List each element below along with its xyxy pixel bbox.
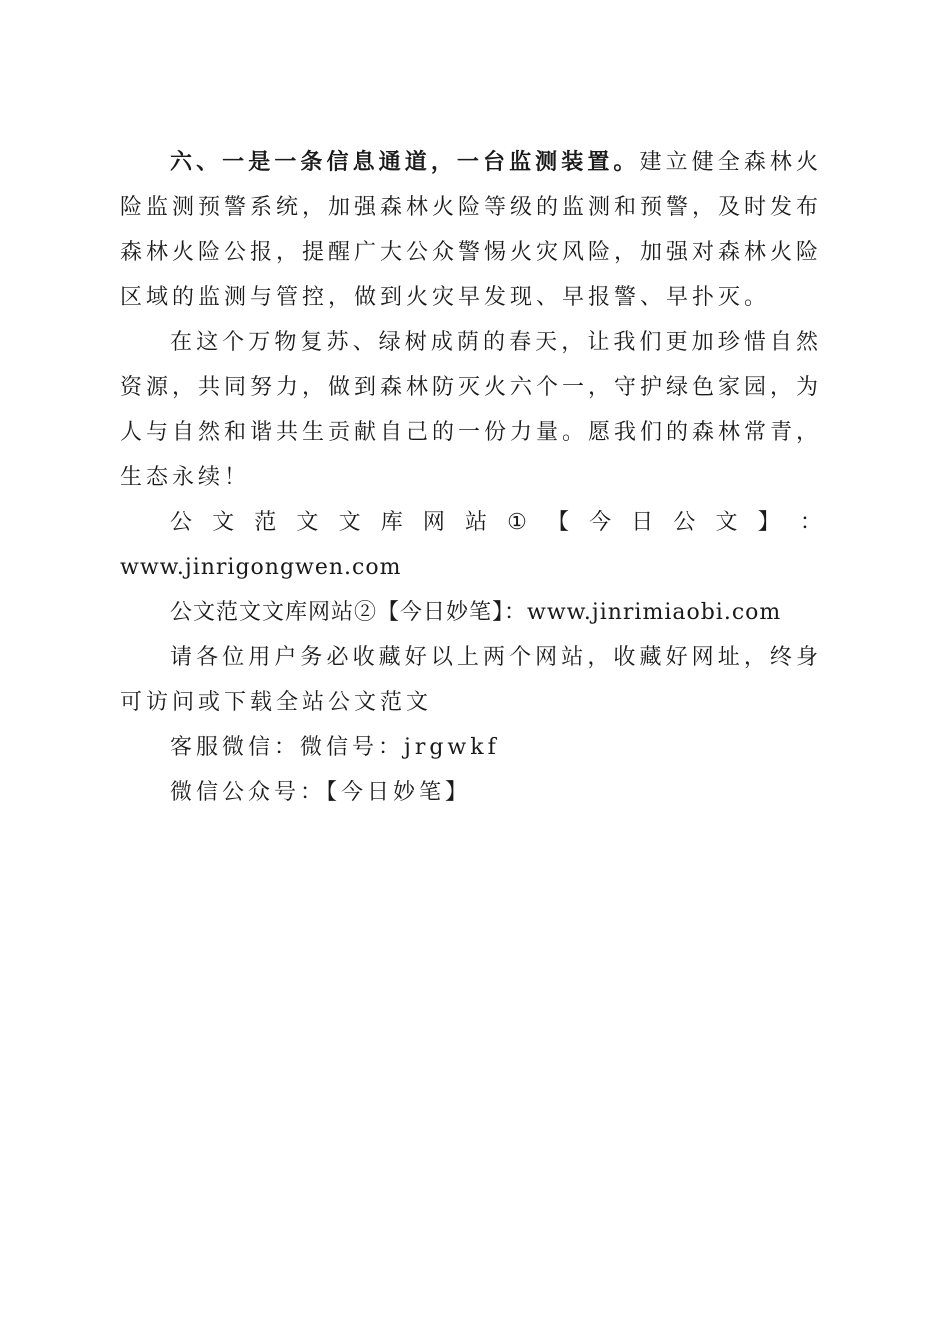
site1-label-line bbox=[120, 500, 822, 545]
site2-line[interactable]: 公文范文文库网站②【今日妙笔】：www.jinrimiaobi.com bbox=[170, 600, 782, 625]
site1-char: 日 bbox=[631, 510, 654, 535]
site1-char: 】 bbox=[757, 510, 780, 535]
site1-char: 文 bbox=[338, 510, 361, 535]
site1-char: 公 bbox=[673, 510, 696, 535]
site1-char: 文 bbox=[212, 510, 235, 535]
site1-char: 文 bbox=[296, 510, 319, 535]
site1-char: ： bbox=[799, 510, 822, 535]
document-body bbox=[120, 140, 822, 815]
site1-char: 今 bbox=[589, 510, 612, 535]
section-six-body: 建立健全森林火险监测预警系统，加强森林火险等级的监测和预警，及时发布森林火险公报，提醒广大公众警惕火灾风险，加强对森林火险区域的监测与管控，做到火灾早发现、早报警、早扑灭。 bbox=[120, 150, 823, 310]
official-account-line: 微信公众号：【今日妙笔】 bbox=[170, 780, 472, 805]
section-six-paragraph bbox=[120, 140, 822, 320]
site1-char: 站 bbox=[464, 510, 487, 535]
site1-char: 文 bbox=[715, 510, 738, 535]
site1-char: 【 bbox=[546, 510, 569, 535]
section-six-heading: 六、一是一条信息通道，一台监测装置。 bbox=[170, 150, 640, 175]
site1-char: 网 bbox=[422, 510, 445, 535]
notice-paragraph: 请各位用户务必收藏好以上两个网站，收藏好网址，终身可访问或下载全站公文范文 bbox=[120, 645, 822, 715]
site1-char: ① bbox=[507, 510, 527, 535]
site1-char: 范 bbox=[254, 510, 277, 535]
site1-char: 公 bbox=[170, 510, 193, 535]
site1-char: 库 bbox=[380, 510, 403, 535]
site1-url-link[interactable]: www.jinrigongwen.com bbox=[120, 555, 402, 580]
service-wechat-line: 客服微信：微信号：jrgwkf bbox=[170, 735, 500, 760]
closing-paragraph: 在这个万物复苏、绿树成荫的春天，让我们更加珍惜自然资源，共同努力，做到森林防灭火六个一，守护绿色家园，为人与自然和谐共生贡献自己的一份力量。愿我们的森林常青，生态永续！ bbox=[120, 330, 823, 490]
